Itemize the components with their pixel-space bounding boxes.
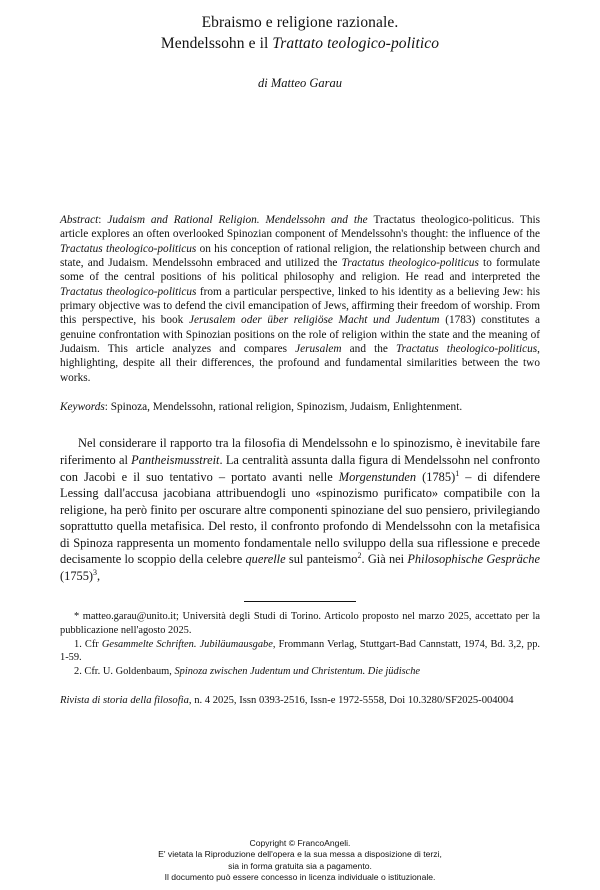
abstract-text-9: Jerusalem oder über religiöse Macht und Judentum bbox=[188, 314, 440, 327]
footnote-italic-2: Spinoza zwischen Judentum und Christentum. Die jüdische bbox=[174, 666, 421, 678]
body-paragraph-1 bbox=[60, 435, 540, 584]
abstract-text-14: , highlighting, despite all their differences, the profound and fundamental similarities between the two works. bbox=[60, 343, 540, 384]
abstract-text-12: and the bbox=[341, 343, 396, 356]
abstract-paragraph bbox=[60, 213, 540, 385]
journal-name: Rivista di storia della filosofia bbox=[60, 695, 189, 707]
abstract-text-8: from a particular perspective, linked to his identity as a believing Jew: his primary objective was to defend the civil emancipation of Jews, affirming their freedom of worship. From this perspective, his book bbox=[60, 285, 540, 327]
keywords-label-separator: : bbox=[104, 401, 111, 414]
abstract-text-13: Tractatus theologico-politicus bbox=[396, 343, 538, 356]
body-italic-pantheismusstreit: Pantheismusstreit bbox=[131, 453, 220, 468]
abstract-text-7: Tractatus theologico-politicus bbox=[60, 285, 197, 298]
abstract-text-10: (1783) constitutes a genuine confrontation with Spinozian positions on the role of religion within the state and the meaning of Judaism. This article analyzes and compares bbox=[60, 314, 540, 356]
footnote-text-1a: Cfr bbox=[81, 638, 102, 650]
colophon-line-4: Il documento può essere concesso in licenza individuale o istituzionale. bbox=[164, 872, 436, 883]
abstract-text-6: to formulate some of the central positions of his political philosophy and religion. He read and interpreted the bbox=[60, 257, 540, 284]
keywords-label: Keywords bbox=[60, 401, 105, 414]
footnote-divider bbox=[244, 601, 356, 602]
abstract-italic-head: Judaism and Rational Religion. Mendelssohn and the bbox=[107, 214, 374, 226]
journal-reference-line bbox=[60, 694, 540, 707]
body-text-i: . Già nei bbox=[361, 552, 408, 567]
body-italic-morgenstunden: Morgenstunden bbox=[338, 469, 417, 484]
footnote-text-2a: Cfr. U. Goldenbaum, bbox=[81, 666, 175, 678]
footnote-ref-1[interactable]: 1 bbox=[455, 468, 460, 478]
colophon-line-1: Copyright © FrancoAngeli. bbox=[249, 837, 351, 848]
title-line-2-prefix: Mendelssohn e il bbox=[160, 35, 273, 52]
keywords-text: Spinoza, Mendelssohn, rational religion, Spinozism, Judaism, Enlightenment. bbox=[110, 401, 463, 414]
footnote-marker-star: * bbox=[74, 611, 80, 623]
footnote-text-star: matteo.garau@unito.it; Università degli Studi di Torino. Articolo proposto nel marzo 2025, accettato per la pubblicazione nell'agosto 2025. bbox=[60, 611, 540, 636]
body-text-f: – di difendere Lessing dall'accusa jacobiana attribuendogli uno «spinozismo purificato» compatibile con la religione, ha però finito per oscurare altre componenti spinoziane del suo pensiero, privilegiando soprattutto quella metafisica. Del resto, il confronto profondo di Mendelssohn con la metafisica di Spinoza rappresenta un momento fondamentale nello sviluppo della sua riflessione e precede decisamente lo scoppio della celebre bbox=[60, 469, 541, 567]
footnote-italic-1: Gesammelte Schriften. Jubiläumausgabe bbox=[101, 638, 273, 650]
abstract-text-3: Tractatus theologico-politicus bbox=[60, 242, 197, 255]
footnote-item-2 bbox=[60, 665, 540, 678]
footnote-item-1 bbox=[60, 638, 540, 664]
title-line-2-italic: Trattato teologico-politico bbox=[272, 35, 440, 52]
footnote-text-1b: , Frommann Verlag, Stuttgart-Bad Cannstatt, 1974, Bd. 3,2, pp. 1-59. bbox=[60, 638, 540, 663]
keywords-paragraph bbox=[60, 400, 540, 414]
abstract-text-1: Tractatus theologico-politicus bbox=[373, 214, 512, 226]
footnote-marker-2: 2. bbox=[74, 666, 82, 678]
body-text-l: , bbox=[97, 568, 101, 583]
page-title-line-2 bbox=[60, 33, 540, 54]
page-content bbox=[60, 12, 540, 707]
journal-details: , n. 4 2025, Issn 0393-2516, Issn-e 1972-5558, Doi 10.3280/SF2025-004004 bbox=[188, 695, 514, 707]
body-italic-philosophische-gespraeche: Philosophische Gespräche bbox=[407, 552, 540, 567]
abstract-label-separator: : bbox=[98, 214, 108, 226]
abstract-text-11: Jerusalem bbox=[295, 343, 342, 356]
body-italic-querelle: querelle bbox=[245, 552, 286, 567]
abstract-text-2: . This article explores an often overlooked Spinozian component of Mendelssohn's thought: the influence of the bbox=[60, 214, 540, 241]
abstract-label: Abstract bbox=[60, 214, 99, 226]
body-text-h: sul panteismo bbox=[285, 552, 358, 567]
abstract-text-4: on his conception of rational religion, the relationship between church and state, and Judaism. Mendelssohn embraced and utilized the bbox=[60, 242, 540, 270]
page-title-line-1: Ebraismo e religione razionale. bbox=[201, 14, 399, 31]
body-text-k: (1755) bbox=[60, 568, 94, 583]
copyright-colophon bbox=[0, 838, 600, 884]
colophon-line-2: E' vietata la Riproduzione dell'opera e la sua messa a disposizione di terzi, bbox=[158, 849, 442, 860]
footnote-ref-2[interactable]: 2 bbox=[357, 551, 362, 561]
footnotes-section bbox=[60, 610, 540, 678]
body-text-a: Nel considerare il rapporto tra la filosofia di Mendelssohn e lo spinozismo, è inevitabile fare riferimento al bbox=[60, 436, 540, 468]
footnote-ref-3[interactable]: 3 bbox=[93, 567, 98, 577]
abstract-text-5: Tractatus theologico-politicus bbox=[341, 257, 479, 270]
body-text-e: (1785) bbox=[416, 469, 456, 484]
footnote-marker-1: 1. bbox=[74, 638, 82, 650]
article-title-block bbox=[60, 12, 540, 54]
body-text-c: . La centralità assunta dalla figura di Mendelssohn nel confronto con Jacobi e il suo tentativo – portato avanti nelle bbox=[60, 453, 540, 484]
author-byline: di Matteo Garau bbox=[257, 76, 343, 90]
footnote-item-star bbox=[60, 610, 540, 636]
colophon-line-3: sia in forma gratuita sia a pagamento. bbox=[228, 860, 372, 871]
